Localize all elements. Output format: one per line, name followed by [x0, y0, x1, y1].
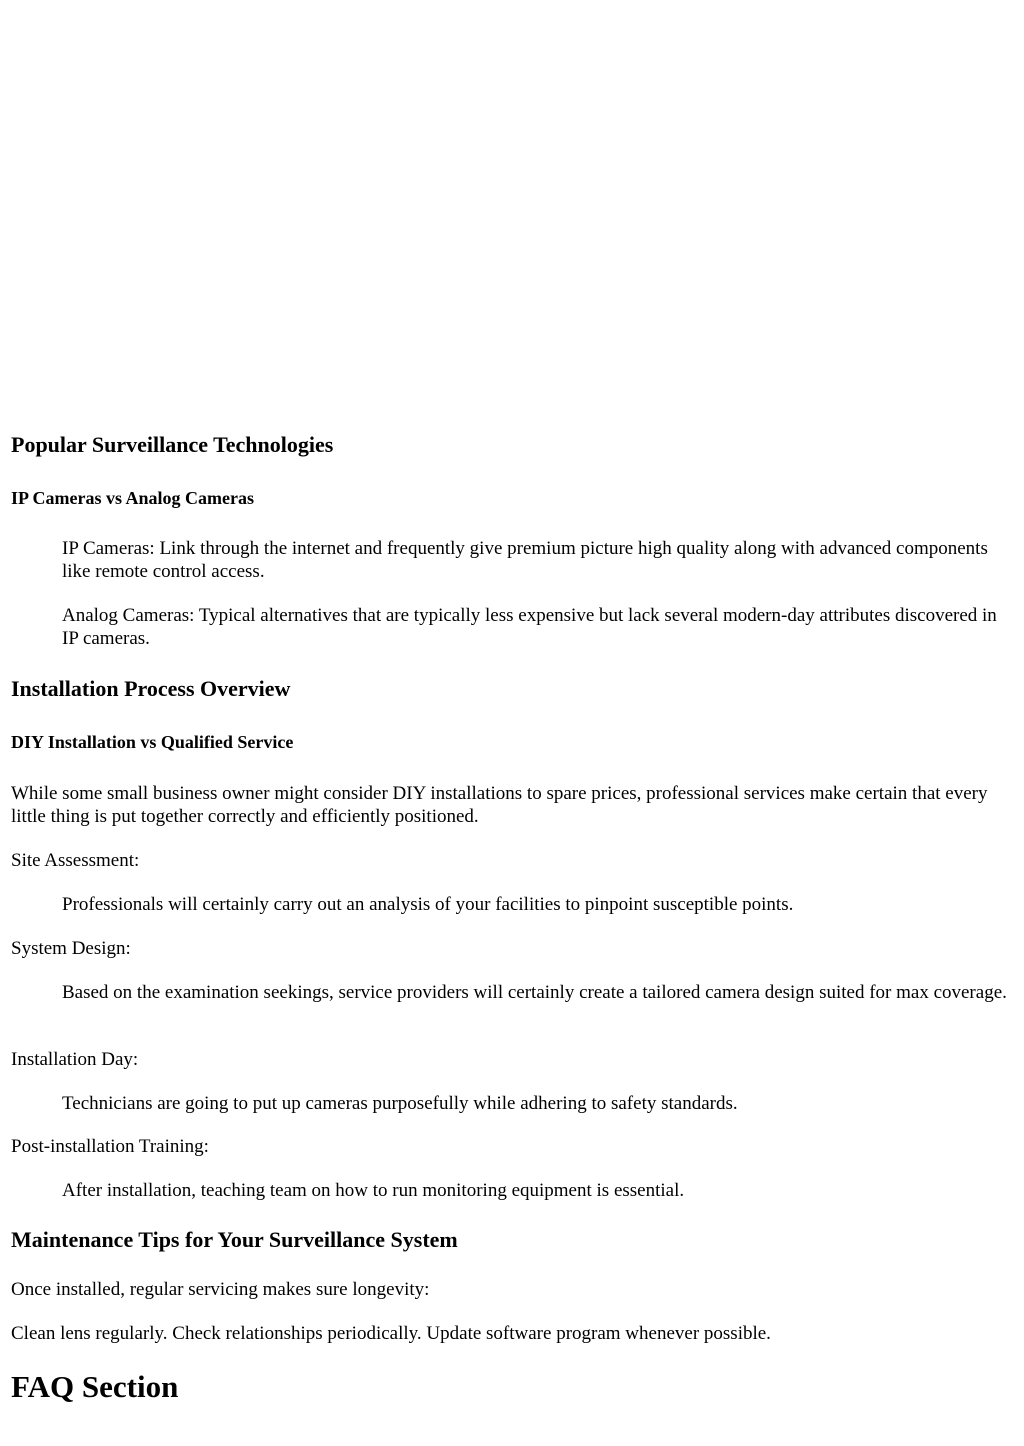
section-heading-installation: Installation Process Overview	[11, 676, 291, 701]
step-description: Based on the examination seekings, service providers will certainly create a tailored camera design suited for max coverage.	[62, 982, 1007, 1003]
section-heading-maintenance: Maintenance Tips for Your Surveillance System	[11, 1227, 458, 1252]
ip-cameras-item: IP Cameras: Link through the internet and frequently give premium picture high quality along with advanced components like remote control access.	[62, 538, 988, 582]
step-description: Technicians are going to put up cameras purposefully while adhering to safety standards.	[62, 1093, 738, 1114]
step-term: Site Assessment:	[11, 850, 140, 871]
step-term: Post-installation Training:	[11, 1136, 209, 1157]
step-description: After installation, teaching team on how to run monitoring equipment is essential.	[62, 1180, 685, 1201]
step-term: Installation Day:	[11, 1049, 139, 1070]
analog-cameras-item: Analog Cameras: Typical alternatives that are typically less expensive but lack several modern-day attributes discovered in IP cameras.	[62, 605, 997, 649]
subheading-ip-vs-analog: IP Cameras vs Analog Cameras	[11, 488, 254, 508]
maintenance-tips: Clean lens regularly. Check relationships periodically. Update software program whenever possible.	[11, 1323, 771, 1344]
section-heading-technologies: Popular Surveillance Technologies	[11, 432, 334, 457]
diy-paragraph: While some small business owner might consider DIY installations to spare prices, professional services make certain that every little thing is put together correctly and efficiently positioned.	[11, 783, 988, 827]
step-term: System Design:	[11, 938, 131, 959]
step-description: Professionals will certainly carry out an analysis of your facilities to pinpoint susceptible points.	[62, 894, 794, 915]
section-heading-faq: FAQ Section	[11, 1369, 179, 1404]
subheading-diy-vs-service: DIY Installation vs Qualified Service	[11, 732, 294, 752]
maintenance-intro: Once installed, regular servicing makes sure longevity:	[11, 1279, 430, 1300]
